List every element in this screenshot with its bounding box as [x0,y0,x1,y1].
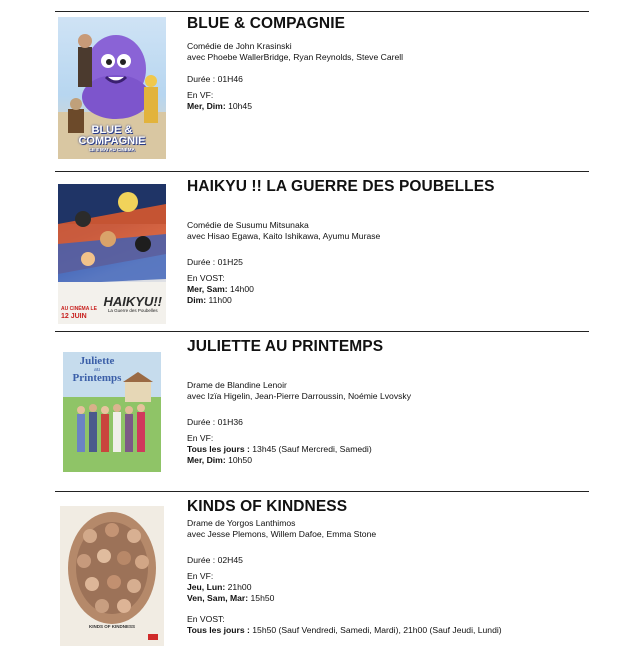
poster-title: KINDS OF KINDNESS [88,624,135,629]
showtime-days: Tous les jours : [187,444,250,454]
movie-title: BLUE & COMPAGNIE [187,15,346,32]
poster-title-line3: Printemps [72,372,122,384]
showtime-days: Mer, Dim: [187,101,226,111]
poster-title [58,125,166,153]
showtime-times: 10h50 [225,455,252,465]
movie-info [187,492,589,636]
showtime-days: Ven, Sam, Mar: [187,593,249,603]
movie-cast: avec Hisao Egawa, Kaito Ishikawa, Ayumu Murase [187,231,381,241]
movie-title: HAIKYU !! LA GUERRE DES POUBELLES [187,178,495,195]
showtime-times: 10h45 [225,101,252,111]
showtime-days: Tous les jours : [187,625,250,635]
movie-info [187,332,589,466]
movie-genre-director: Comédie de Susumu Mitsunaka [187,220,309,230]
version-label: En VF: [187,90,214,100]
showtime-times: 13h45 (Sauf Mercredi, Samedi) [249,444,372,454]
showtime-row [187,101,589,112]
movie-duration: Durée : 02H45 [187,555,243,565]
movie-item-haikyu [55,171,589,332]
movie-info [187,12,589,112]
showtime-times: 11h00 [206,295,232,305]
movie-info [187,172,589,306]
showtime-times: 21h00 [225,582,252,592]
movie-poster[interactable] [58,17,166,159]
poster-title-line1: BLUE & [91,124,133,136]
version-label: En VF: [187,571,214,581]
version-label: En VOST: [187,614,225,624]
poster-title-line2: COMPAGNIE [78,135,146,147]
showtime-times: 15h50 (Sauf Vendredi, Samedi, Mardi), 21h00 (Sauf Jeudi, Lundi) [249,625,502,635]
movie-cast: avec Izïa Higelin, Jean-Pierre Darroussin, Noémie Lvovsky [187,391,412,401]
movie-genre-director: Drame de Blandine Lenoir [187,380,287,390]
movie-cast: avec Phoebe WallerBridge, Ryan Reynolds, Steve Carell [187,52,404,62]
poster-logo-text: HAIKYU!! [103,294,162,309]
showtime-days: Jeu, Lun: [187,582,226,592]
movie-poster[interactable] [58,184,166,324]
movie-genre-director: Drame de Yorgos Lanthimos [187,518,296,528]
showtime-row [187,593,589,604]
showtime-row [187,284,589,295]
showtime-days: Mer, Dim: [187,455,226,465]
showtime-days: Dim: [187,295,207,305]
poster-caption: LE 8 MAI AU CINÉMA [89,147,135,152]
showtime-times: 15h50 [248,593,275,603]
movie-item-juliette-au-printemps [55,331,589,492]
movie-item-kinds-of-kindness [55,491,589,652]
poster-title-line1: Juliette [79,355,115,367]
poster-logo [104,296,163,314]
poster-subtitle: La Guerre des Poubelles [107,308,158,313]
version-label: En VF: [187,433,214,443]
showtime-days: Mer, Sam: [187,284,228,294]
movie-duration: Durée : 01H36 [187,417,243,427]
showtime-times: 14h00 [227,284,254,294]
movie-poster[interactable] [63,352,161,472]
showtime-row [187,582,589,593]
movie-title: KINDS OF KINDNESS [187,498,348,515]
movie-title: JULIETTE AU PRINTEMPS [187,338,384,355]
movie-duration: Durée : 01H25 [187,257,243,267]
poster-title-line2: au [94,367,100,373]
version-label: En VOST: [187,273,225,283]
poster-release-line2: 12 JUIN [61,313,87,320]
showtime-row [187,455,589,466]
movie-genre-director: Comédie de John Krasinski [187,41,292,51]
poster-title [63,356,131,384]
movie-item-blue-et-compagnie [55,11,589,171]
showtime-row [187,295,589,306]
showtime-row [187,625,589,636]
movie-duration: Durée : 01H46 [187,74,243,84]
poster-release-date [61,306,97,320]
movie-poster[interactable] [60,506,164,646]
showtime-row [187,444,589,455]
poster-release-line1: AU CINÉMA LE [61,306,97,312]
movie-cast: avec Jesse Plemons, Willem Dafoe, Emma Stone [187,529,377,539]
